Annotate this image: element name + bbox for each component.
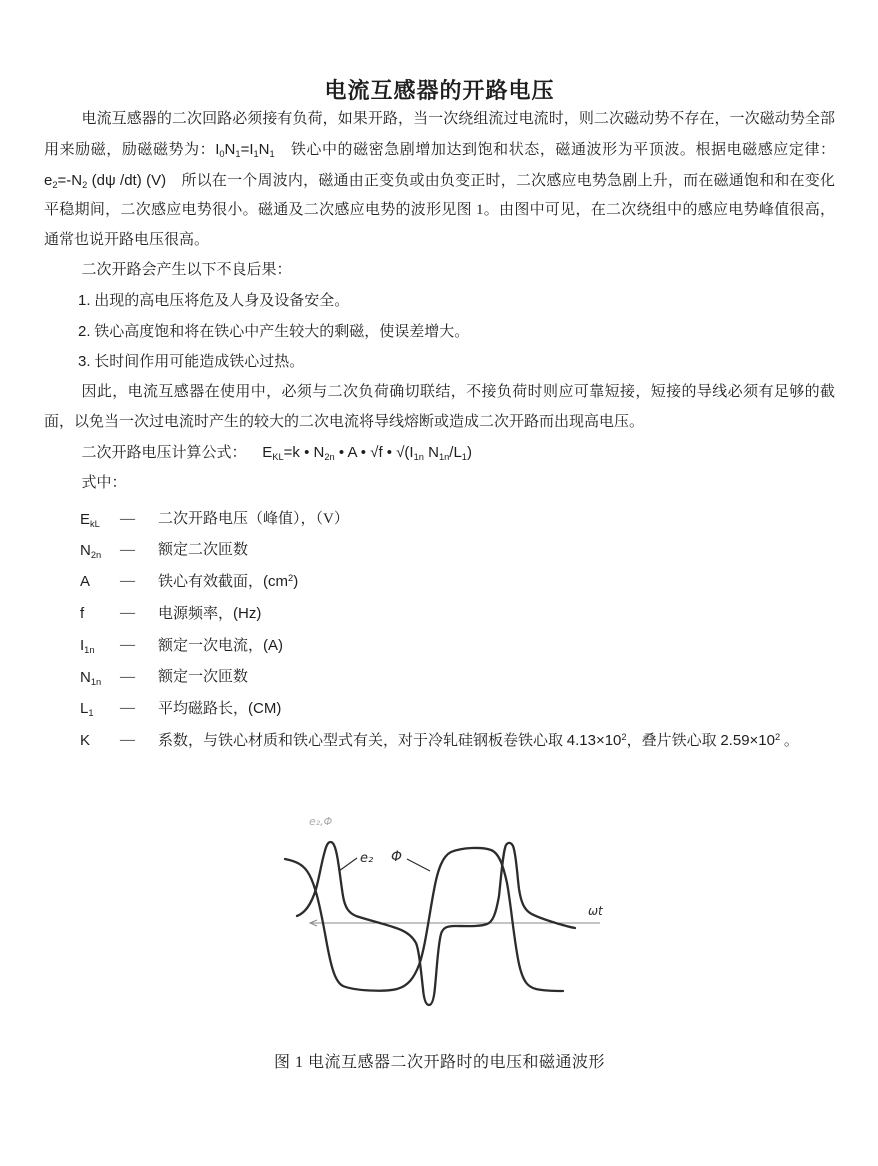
variable-dash: — bbox=[120, 732, 135, 749]
variable-symbol: $N_{1n}$ bbox=[80, 669, 102, 688]
list-item-1: 1. 出现的高电压将危及人身及设备安全。 bbox=[78, 291, 350, 309]
variable-description: 额定一次匝数 bbox=[158, 669, 249, 686]
variable-description: 平均磁路长，(CM) bbox=[158, 700, 282, 718]
variable-description: 铁心有效截面，$(cm^2)$ bbox=[158, 573, 299, 591]
formula-label: 二次开路电压计算公式： bbox=[81, 444, 247, 461]
variable-dash: — bbox=[120, 669, 135, 686]
list-item-2: 2. 铁心高度饱和将在铁心中产生较大的剩磁，使误差增大。 bbox=[78, 322, 470, 340]
variable-symbol: f bbox=[80, 605, 85, 623]
variable-symbol: $N_{2n}$ bbox=[80, 542, 102, 561]
variable-row-f bbox=[44, 598, 835, 630]
paragraph-consequences-intro: 二次开路会产生以下不良后果： bbox=[81, 261, 292, 278]
paragraph-intro: 电流互感器的二次回路必须接有负荷，如果开路，当一次绕组流过电流时，则二次磁动势不存在，一次磁动势全部用来励磁，励磁磁势为：$I_0N_1=I_1N_1$ 铁心中的磁密急剧增加达到饱和状态，磁通波形为平顶波。根据电磁感应定律：$e_2=-N_2$ (dψ /dt) (V) 所以在一个周波内，磁通由正变负或由负变正时，二次感应电势急剧上升，而在磁通饱和和在变化平稳期间，二次感应电势很小。磁通及二次感应电势的波形见图 1。由图中可见，在二次绕组中的感应电势峰值很高，通常也说开路电压很高。 bbox=[44, 111, 835, 249]
variable-description: 额定二次匝数 bbox=[158, 542, 249, 559]
e2-pointer-line bbox=[339, 858, 357, 871]
variable-dash: — bbox=[120, 637, 135, 654]
figure-1 bbox=[44, 801, 835, 1072]
variable-description: 系数，与铁心材质和铁心型式有关，对于冷轧硅钢板卷铁心取 $4.13\times 10^2$，叠片铁心取 $2.59\times 10^2$ 。 bbox=[158, 732, 799, 750]
where-label: 式中： bbox=[81, 474, 127, 491]
document-body bbox=[44, 105, 835, 757]
x-axis-label: ωt bbox=[588, 904, 603, 919]
variable-row-n1n bbox=[44, 662, 835, 693]
variable-row-i1n bbox=[44, 630, 835, 662]
variable-row-n2n bbox=[44, 535, 835, 566]
variable-row-ekl bbox=[44, 504, 835, 535]
variable-row-l1 bbox=[44, 693, 835, 725]
variable-description: 电源频率，(Hz) bbox=[158, 605, 262, 623]
phi-curve-label: Φ bbox=[391, 849, 403, 866]
variable-description: 二次开路电压（峰值），（V） bbox=[158, 511, 349, 528]
paragraph-conclusion: 因此，电流互感器在使用中，必须与二次负荷确切联结，不接负荷时则应可靠短接，短接的导线必须有足够的截面，以免当一次过电流时产生的较大的二次电流将导线熔断或造成二次开路而出现高电压。 bbox=[44, 384, 835, 430]
variable-dash: — bbox=[120, 700, 135, 717]
variable-symbol: $L_1$ bbox=[80, 700, 94, 719]
variable-row-a bbox=[44, 566, 835, 598]
variable-definitions bbox=[44, 504, 835, 757]
variable-description: 额定一次电流，(A) bbox=[158, 637, 284, 655]
y-axis-label: e₂,Φ bbox=[309, 815, 333, 829]
variable-dash: — bbox=[120, 605, 135, 622]
formula-line bbox=[44, 438, 835, 469]
variable-dash: — bbox=[120, 573, 135, 590]
e2-curve-label: e₂ bbox=[360, 851, 374, 867]
variable-dash: — bbox=[120, 511, 135, 528]
variable-dash: — bbox=[120, 542, 135, 559]
variable-symbol: K bbox=[80, 732, 91, 750]
flux-waveform-path bbox=[285, 848, 563, 991]
phi-pointer-line bbox=[407, 859, 430, 871]
variable-symbol: $E_{kL}$ bbox=[80, 511, 100, 530]
list-item-3: 3. 长时间作用可能造成铁心过热。 bbox=[78, 353, 305, 371]
variable-symbol: $I_{1n}$ bbox=[80, 637, 95, 656]
waveform-figure bbox=[283, 801, 613, 1041]
open-circuit-voltage-formula: $E_{KL}=k$ • $N_{2n}$ • A • √f • $√(I_{1n}$ $N_{1n}/L_1$) bbox=[262, 443, 472, 462]
variable-symbol: A bbox=[80, 573, 91, 591]
document-title: 电流互感器的开路电压 bbox=[324, 78, 555, 103]
figure-caption: 图 1 电流互感器二次开路时的电压和磁通波形 bbox=[273, 1054, 605, 1072]
variable-row-k bbox=[44, 725, 835, 757]
